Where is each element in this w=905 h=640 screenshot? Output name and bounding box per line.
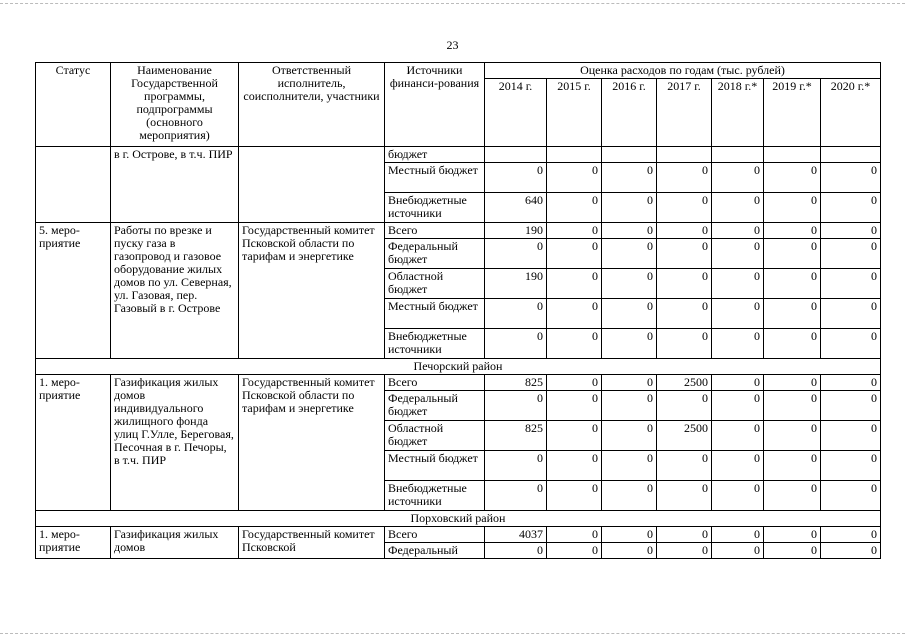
value-cell: 0 bbox=[547, 543, 602, 559]
value-cell: 0 bbox=[764, 299, 821, 329]
scan-edge-top bbox=[0, 3, 905, 4]
value-cell bbox=[485, 147, 547, 163]
value-cell bbox=[764, 147, 821, 163]
value-cell: 0 bbox=[485, 329, 547, 359]
source-cell: Федеральный bbox=[385, 543, 485, 559]
value-cell: 0 bbox=[547, 451, 602, 481]
status-cell: 1. меро-приятие bbox=[36, 527, 111, 559]
value-cell: 0 bbox=[657, 299, 712, 329]
value-cell: 0 bbox=[821, 299, 881, 329]
value-cell: 0 bbox=[657, 329, 712, 359]
header-estimate: Оценка расходов по годам (тыс. рублей) bbox=[485, 63, 881, 79]
responsible-cell bbox=[239, 147, 385, 223]
value-cell: 0 bbox=[657, 527, 712, 543]
value-cell: 0 bbox=[764, 223, 821, 239]
value-cell: 0 bbox=[657, 269, 712, 299]
header-year: 2015 г. bbox=[547, 79, 602, 147]
value-cell: 0 bbox=[764, 481, 821, 511]
source-cell: Федеральный бюджет bbox=[385, 391, 485, 421]
header-year: 2017 г. bbox=[657, 79, 712, 147]
name-cell: в г. Острове, в т.ч. ПИР bbox=[111, 147, 239, 223]
value-cell: 0 bbox=[547, 375, 602, 391]
value-cell: 0 bbox=[485, 481, 547, 511]
source-cell: Местный бюджет bbox=[385, 163, 485, 193]
value-cell: 0 bbox=[712, 375, 764, 391]
value-cell: 0 bbox=[602, 543, 657, 559]
source-cell: Всего bbox=[385, 375, 485, 391]
value-cell: 0 bbox=[712, 543, 764, 559]
value-cell: 0 bbox=[547, 193, 602, 223]
value-cell: 0 bbox=[821, 421, 881, 451]
header-status: Статус bbox=[36, 63, 111, 147]
value-cell: 0 bbox=[547, 269, 602, 299]
value-cell: 0 bbox=[547, 299, 602, 329]
value-cell: 0 bbox=[712, 527, 764, 543]
value-cell: 0 bbox=[712, 239, 764, 269]
value-cell bbox=[657, 147, 712, 163]
header-responsible: Ответственный исполнитель, соисполнители, участники bbox=[239, 63, 385, 147]
value-cell: 2500 bbox=[657, 375, 712, 391]
value-cell: 0 bbox=[547, 163, 602, 193]
value-cell: 0 bbox=[485, 239, 547, 269]
source-cell: Всего bbox=[385, 223, 485, 239]
value-cell: 0 bbox=[485, 391, 547, 421]
value-cell: 0 bbox=[764, 163, 821, 193]
value-cell: 0 bbox=[602, 223, 657, 239]
value-cell: 0 bbox=[547, 421, 602, 451]
value-cell: 0 bbox=[602, 193, 657, 223]
value-cell: 0 bbox=[821, 375, 881, 391]
value-cell: 0 bbox=[821, 163, 881, 193]
value-cell: 0 bbox=[547, 391, 602, 421]
scan-edge-bottom bbox=[0, 633, 905, 634]
value-cell: 0 bbox=[602, 269, 657, 299]
source-cell: Федеральный бюджет bbox=[385, 239, 485, 269]
value-cell: 0 bbox=[485, 543, 547, 559]
header-name: Наименование Государственной программы, подпрограммы (основного мероприятия) bbox=[111, 63, 239, 147]
source-cell: Областной бюджет bbox=[385, 269, 485, 299]
value-cell: 0 bbox=[821, 527, 881, 543]
value-cell: 0 bbox=[764, 543, 821, 559]
name-cell: Газификация жилых домов индивидуального жилищного фонда улиц Г.Улле, Береговая, Песочная в г. Печоры, в т.ч. ПИР bbox=[111, 375, 239, 511]
header-year: 2018 г.* bbox=[712, 79, 764, 147]
value-cell: 0 bbox=[602, 421, 657, 451]
value-cell: 0 bbox=[712, 269, 764, 299]
value-cell: 0 bbox=[602, 329, 657, 359]
value-cell bbox=[712, 147, 764, 163]
value-cell: 0 bbox=[485, 299, 547, 329]
value-cell: 0 bbox=[657, 391, 712, 421]
header-year: 2020 г.* bbox=[821, 79, 881, 147]
value-cell: 0 bbox=[657, 193, 712, 223]
value-cell: 0 bbox=[712, 421, 764, 451]
value-cell: 0 bbox=[821, 193, 881, 223]
source-cell: Местный бюджет bbox=[385, 451, 485, 481]
value-cell: 0 bbox=[657, 543, 712, 559]
section-title: Печорский район bbox=[36, 359, 881, 375]
value-cell: 4037 bbox=[485, 527, 547, 543]
header-year: 2014 г. bbox=[485, 79, 547, 147]
value-cell: 0 bbox=[712, 163, 764, 193]
value-cell: 0 bbox=[712, 481, 764, 511]
status-cell bbox=[36, 147, 111, 223]
source-cell: Внебюджетные источники bbox=[385, 193, 485, 223]
source-cell: Внебюджетные источники bbox=[385, 329, 485, 359]
value-cell: 0 bbox=[712, 299, 764, 329]
value-cell: 0 bbox=[764, 193, 821, 223]
table-row bbox=[36, 527, 881, 543]
value-cell: 0 bbox=[602, 451, 657, 481]
value-cell: 0 bbox=[764, 421, 821, 451]
value-cell: 0 bbox=[657, 451, 712, 481]
value-cell: 640 bbox=[485, 193, 547, 223]
section-row bbox=[36, 511, 881, 527]
value-cell: 0 bbox=[602, 375, 657, 391]
section-title: Порховский район bbox=[36, 511, 881, 527]
status-cell: 5. меро-приятие bbox=[36, 223, 111, 359]
value-cell: 0 bbox=[764, 391, 821, 421]
value-cell: 0 bbox=[602, 163, 657, 193]
value-cell: 0 bbox=[547, 239, 602, 269]
header-year: 2016 г. bbox=[602, 79, 657, 147]
value-cell: 2500 bbox=[657, 421, 712, 451]
section-row bbox=[36, 359, 881, 375]
value-cell: 825 bbox=[485, 421, 547, 451]
value-cell: 0 bbox=[712, 193, 764, 223]
value-cell: 0 bbox=[764, 329, 821, 359]
status-cell: 1. меро-приятие bbox=[36, 375, 111, 511]
name-cell: Газификация жилых домов bbox=[111, 527, 239, 559]
value-cell: 0 bbox=[657, 481, 712, 511]
value-cell: 0 bbox=[712, 329, 764, 359]
value-cell: 0 bbox=[602, 481, 657, 511]
source-cell: Областной бюджет bbox=[385, 421, 485, 451]
value-cell: 0 bbox=[485, 451, 547, 481]
value-cell: 0 bbox=[657, 223, 712, 239]
source-cell: Местный бюджет bbox=[385, 299, 485, 329]
value-cell: 0 bbox=[821, 269, 881, 299]
value-cell: 0 bbox=[657, 239, 712, 269]
value-cell: 0 bbox=[764, 239, 821, 269]
table-row bbox=[36, 375, 881, 391]
value-cell: 0 bbox=[764, 527, 821, 543]
value-cell: 190 bbox=[485, 223, 547, 239]
value-cell: 0 bbox=[547, 329, 602, 359]
value-cell: 0 bbox=[821, 481, 881, 511]
expenses-table bbox=[35, 62, 881, 559]
value-cell: 0 bbox=[547, 223, 602, 239]
value-cell: 825 bbox=[485, 375, 547, 391]
table-row bbox=[36, 223, 881, 239]
value-cell: 0 bbox=[821, 223, 881, 239]
value-cell: 0 bbox=[764, 451, 821, 481]
value-cell: 0 bbox=[821, 239, 881, 269]
value-cell: 0 bbox=[547, 481, 602, 511]
responsible-cell: Государственный комитет Псковской области по тарифам и энергетике bbox=[239, 223, 385, 359]
value-cell bbox=[821, 147, 881, 163]
value-cell: 0 bbox=[657, 163, 712, 193]
header-year: 2019 г.* bbox=[764, 79, 821, 147]
value-cell: 0 bbox=[602, 391, 657, 421]
header-sources: Источники финанси-рования bbox=[385, 63, 485, 147]
value-cell: 0 bbox=[764, 375, 821, 391]
source-cell: Внебюджетные источники bbox=[385, 481, 485, 511]
value-cell bbox=[547, 147, 602, 163]
responsible-cell: Государственный комитет Псковской области по тарифам и энергетике bbox=[239, 375, 385, 511]
page-number: 23 bbox=[446, 38, 459, 52]
value-cell bbox=[602, 147, 657, 163]
value-cell: 0 bbox=[821, 329, 881, 359]
value-cell: 0 bbox=[821, 391, 881, 421]
value-cell: 0 bbox=[712, 223, 764, 239]
value-cell: 0 bbox=[712, 451, 764, 481]
source-cell: бюджет bbox=[385, 147, 485, 163]
value-cell: 0 bbox=[602, 299, 657, 329]
table-row bbox=[36, 147, 881, 163]
value-cell: 0 bbox=[485, 163, 547, 193]
source-cell: Всего bbox=[385, 527, 485, 543]
value-cell: 0 bbox=[547, 527, 602, 543]
value-cell: 0 bbox=[764, 269, 821, 299]
value-cell: 190 bbox=[485, 269, 547, 299]
value-cell: 0 bbox=[821, 451, 881, 481]
value-cell: 0 bbox=[602, 527, 657, 543]
value-cell: 0 bbox=[602, 239, 657, 269]
value-cell: 0 bbox=[712, 391, 764, 421]
name-cell: Работы по врезке и пуску газа в газопровод и газовое оборудование жилых домов по ул. Северная, ул. Газовая, пер. Газовый в г. Острове bbox=[111, 223, 239, 359]
responsible-cell: Государственный комитет Псковской bbox=[239, 527, 385, 559]
value-cell: 0 bbox=[821, 543, 881, 559]
